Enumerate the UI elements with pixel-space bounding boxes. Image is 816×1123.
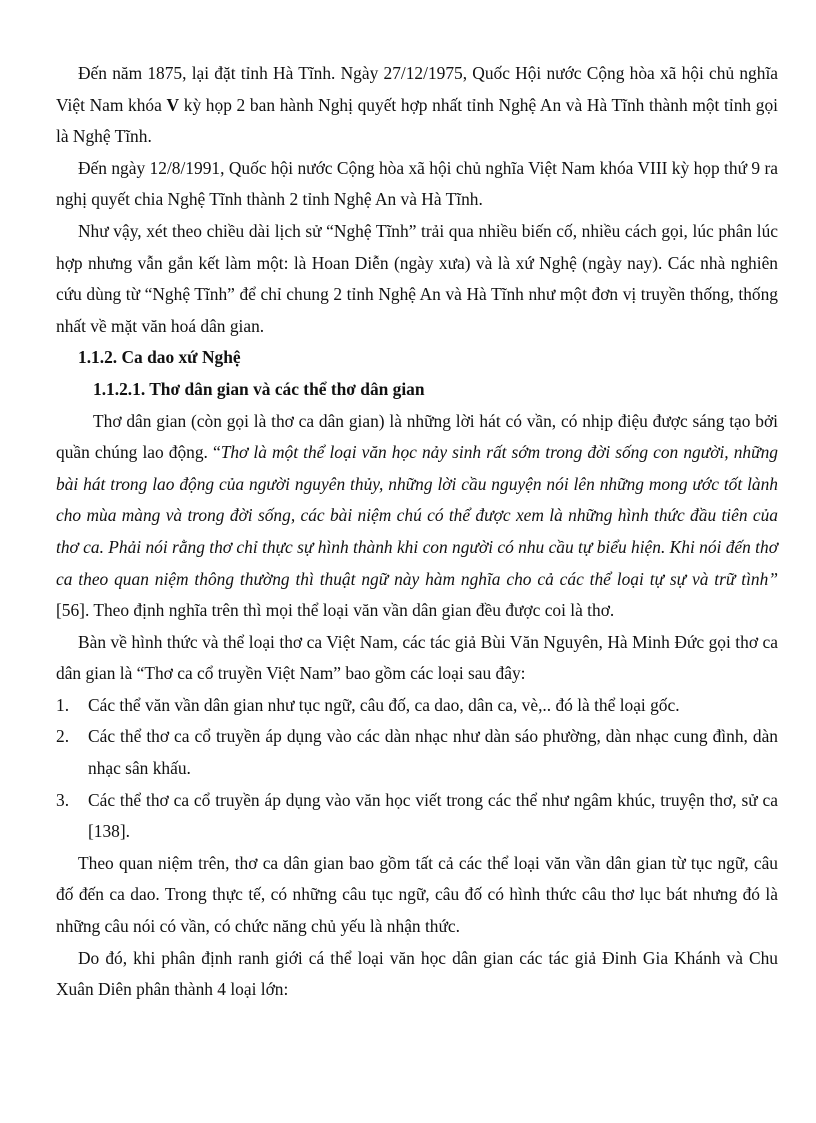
list-item (56, 721, 778, 784)
paragraph-1-text-b: kỳ họp 2 ban hành Nghị quyết hợp nhất tỉnh Nghệ An và Hà Tĩnh thành một tỉnh gọi là Nghệ Tĩnh. (56, 94, 778, 147)
list-item-number: 1. (56, 694, 70, 715)
list-item-number: 2. (56, 726, 70, 747)
list-item-text: Các thể thơ ca cổ truyền áp dụng vào các dàn nhạc như dàn sáo phường, dàn nhạc cung đình, dàn nhạc sân khấu. (88, 726, 778, 779)
paragraph-1-text-a: Đến năm 1875, lại đặt tỉnh Hà Tĩnh. Ngày 27/12/1975, Quốc Hội nước Cộng hòa xã hội chủ nghĩa Việt Nam khóa (56, 63, 778, 115)
list-item (56, 785, 778, 848)
subsection-heading: 1.1.2.1. Thơ dân gian và các thể thơ dân gian (93, 378, 425, 399)
list-item (56, 690, 778, 722)
paragraph-7: Do đó, khi phân định ranh giới cá thể loại văn học dân gian các tác giả Đinh Gia Khánh và Chu Xuân Diên phân thành 4 loại lớn: (56, 947, 778, 1000)
list-item-number: 3. (56, 789, 70, 810)
paragraph-2: Đến ngày 12/8/1991, Quốc hội nước Cộng hòa xã hội chủ nghĩa Việt Nam khóa VIII kỳ họp thứ 9 ra nghị quyết chia Nghệ Tĩnh thành 2 tỉnh Nghệ An và Hà Tĩnh. (56, 157, 778, 210)
paragraph-1 (56, 58, 778, 153)
paragraph-4-quotation: Thơ là một thể loại văn học nảy sinh rất sớm trong đời sống con người, những bài hát trong lao động của người nguyên thủy, những lời cầu nguyện nói lên những mong ước tốt lành cho mùa màng và trong đời sống, các bài niệm chú có thể được xem là những hình thức đầu tiên của thơ ca. Phải nói rằng thơ chỉ thực sự hình thành khi con người có nhu cầu tự biểu hiện. Khi nói đến thơ ca theo quan niệm thông thường thì thuật ngữ này hàm nghĩa cho cả các thể loại tự sự và trữ tình” (56, 442, 778, 589)
paragraph-6: Theo quan niệm trên, thơ ca dân gian bao gồm tất cả các thể loại văn vần dân gian từ tục ngữ, câu đố đến ca dao. Trong thực tế, có những câu tục ngữ, câu đố có hình thức câu thơ lục bát nhưng đó là những câu nói có vần, có chức năng chủ yếu là nhận thức. (56, 852, 778, 937)
paragraph-1-bold-text: V (166, 94, 180, 115)
paragraph-4 (56, 406, 778, 627)
paragraph-4-text-b: [56]. Theo định nghĩa trên thì mọi thể loại văn vần dân gian đều được coi là thơ. (56, 600, 615, 621)
paragraph-5: Bàn về hình thức và thể loại thơ ca Việt Nam, các tác giả Bùi Văn Nguyên, Hà Minh Đức gọi thơ ca dân gian là “Thơ ca cổ truyền Việt Nam” bao gồm các loại sau đây: (56, 631, 778, 684)
list-item-text: Các thể thơ ca cổ truyền áp dụng vào văn học viết trong các thể như ngâm khúc, truyện thơ, sử ca [138]. (88, 789, 778, 842)
paragraph-4-text-a: Thơ dân gian (còn gọi là thơ ca dân gian) là những lời hát có vần, có nhịp điệu được sáng tạo bởi quần chúng lao động. “ (56, 410, 778, 463)
paragraph-3: Như vậy, xét theo chiều dài lịch sử “Nghệ Tĩnh” trải qua nhiều biến cố, nhiều cách gọi, lúc phân lúc hợp nhưng vẫn gắn kết làm một: là Hoan Diễn (ngày xưa) và là xứ Nghệ (ngày nay). Các nhà nghiên cứu dùng từ “Nghệ Tĩnh” để chỉ chung 2 tỉnh Nghệ An và Hà Tĩnh như một đơn vị truyền thống, thống nhất về mặt văn hoá dân gian. (56, 220, 778, 336)
numbered-list (56, 690, 778, 848)
list-item-text: Các thể văn vần dân gian như tục ngữ, câu đố, ca dao, dân ca, vè,.. đó là thể loại gốc. (88, 694, 680, 715)
section-heading: 1.1.2. Ca dao xứ Nghệ (78, 347, 241, 368)
document-page (56, 58, 778, 1006)
